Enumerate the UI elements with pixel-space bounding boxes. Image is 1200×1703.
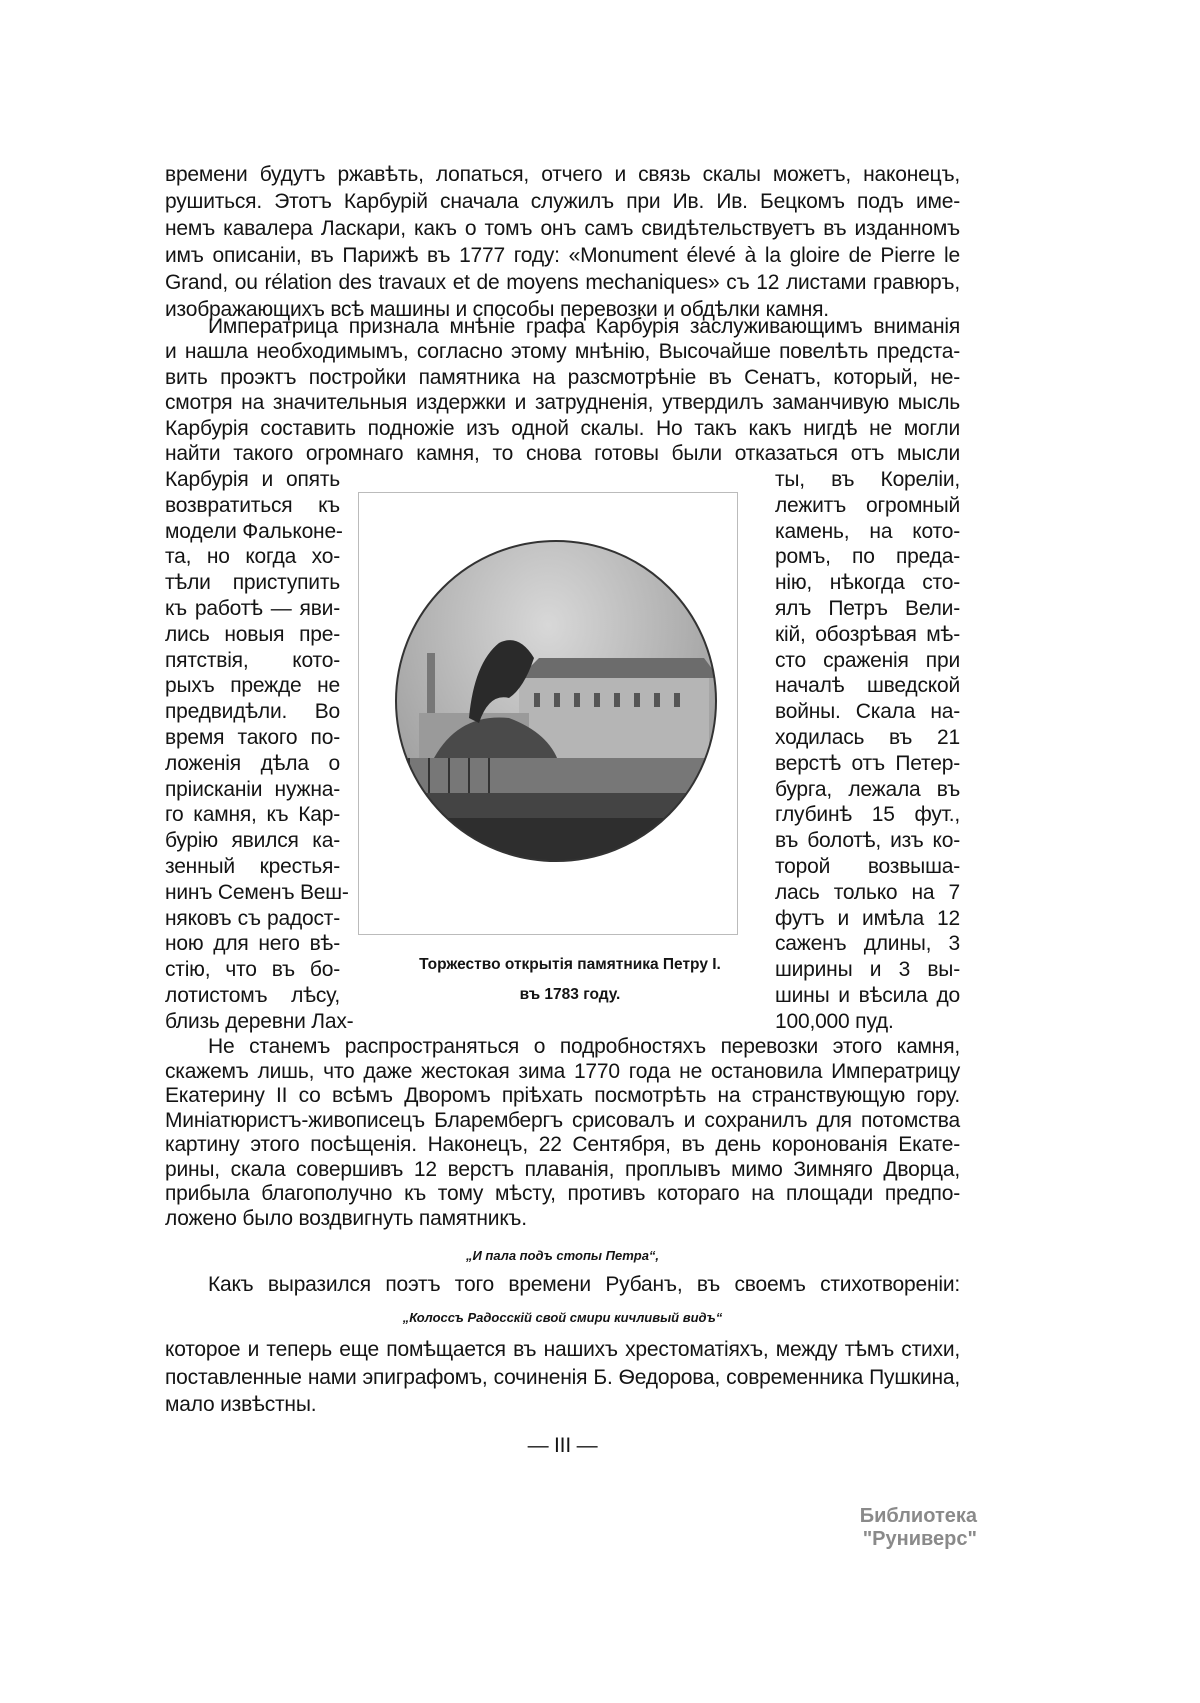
text-line: няковъ съ радост- (165, 906, 340, 930)
text-line: Grand, ou rélation des travaux et de moyens mechaniques» съ 12 листами гравюръ, (165, 271, 960, 294)
text-line: и нашла необходимымъ, согласно этому мнѣнію, Высочайше повелѣть предста- (165, 340, 960, 364)
text-line: скажемъ лишь, что даже жестокая зима 1770 года не остановила Императрицу (165, 1059, 960, 1083)
text-line: ною для него вѣ- (165, 932, 340, 956)
text-line: рушиться. Этотъ Карбурій сначала служилъ при Ив. Ив. Бецкомъ подъ име- (165, 190, 960, 213)
text-line: камень, на кото- (775, 519, 960, 543)
text-line: Не станемъ распространяться о подробностяхъ перевозки этого камня, (208, 1035, 960, 1058)
text-line: возвратиться къ (165, 493, 340, 517)
text-line: ложенія дѣла о (165, 751, 340, 775)
text-line: немъ кавалера Ласкари, какъ о томъ онъ самъ свидѣтельствуетъ въ изданномъ (165, 217, 960, 240)
figure-caption-line-1: Торжество открытія памятника Петру I. (419, 956, 721, 973)
text-line: ты, въ Кореліи, (775, 468, 960, 491)
text-line: пятствія, кото- (165, 648, 340, 672)
text-line: го камня, къ Кар- (165, 803, 340, 827)
verse-quote: „Колоссъ Радосскій свой смири кичливый видъ“ (402, 1310, 723, 1325)
text-line: та, но когда хо- (165, 545, 340, 569)
text-line: прибыла благополучно къ тому мѣсту, противъ котораго на площади предпо- (165, 1182, 960, 1205)
text-line: вить проэктъ постройки памятника на разсмотрѣніе въ Сенатъ, который, не- (165, 365, 960, 389)
text-line: Миніатюристъ-живописецъ Бларембергъ срисовалъ и сохранилъ для потомства (165, 1108, 960, 1132)
text-line: нинъ Семенъ Веш- (165, 880, 349, 904)
text-line: въ болотѣ, изъ ко- (775, 829, 960, 853)
text-line: къ работѣ — яви- (165, 597, 340, 620)
text-line: лась только на 7 (775, 880, 960, 904)
text-line: Карбурія составить подножіе изъ одной скалы. Но такъ какъ нигдѣ не могли (165, 416, 960, 440)
text-line: времени будутъ ржавѣть, лопаться, отчего и связь скалы можетъ, наконецъ, (165, 163, 960, 186)
text-line: ходилась въ 21 (775, 726, 960, 749)
text-line: Какъ выразился поэтъ того времени Рубанъ, въ своемъ стихотвореніи: (208, 1273, 960, 1296)
text-line: Карбурія и опять (165, 468, 340, 491)
text-line: картину этого посѣщенія. Наконецъ, 22 Сентября, въ день коронованія Екате- (165, 1133, 960, 1156)
text-line: Екатерину II со всѣмъ Дворомъ пріѣхать посмотрѣть на странствующую гору. (165, 1084, 960, 1107)
figure-caption-line-2: въ 1783 году. (519, 986, 621, 1003)
text-line: которое и теперь еще помѣщается въ нашихъ хрестоматіяхъ, между тѣмъ стихи, (165, 1338, 960, 1361)
text-line: ялъ Петръ Вели- (775, 597, 960, 620)
text-line: рины, скала совершивъ 12 верстъ плаванія, проплывъ мимо Зимняго Дворца, (165, 1157, 960, 1181)
text-line: рыхъ прежде не (165, 674, 340, 698)
monument-engraving-image (359, 493, 737, 934)
text-line: лотистомъ лѣсу, (165, 984, 340, 1007)
text-line: шины и вѣсила до (775, 984, 960, 1007)
text-line: зенный крестья- (165, 855, 340, 878)
text-line: модели Фальконе- (165, 519, 343, 543)
text-line: нію, нѣкогда сто- (775, 571, 960, 595)
text-line: кій, обозрѣвая мѣ- (775, 622, 960, 646)
text-line: футъ и имѣла 12 (775, 906, 960, 930)
text-line: глубинѣ 15 фут., (775, 803, 960, 827)
text-line: близь деревни Лах- (165, 1009, 354, 1033)
text-line: Императрица признала мнѣніе графа Карбурія заслуживающимъ вниманія (208, 315, 960, 338)
text-line: ложено было воздвигнуть памятникъ. (165, 1206, 527, 1230)
text-line: ромъ, по преда- (775, 545, 960, 569)
library-watermark: Библиотека "Руниверс" (859, 1505, 977, 1550)
page-number: — III — (527, 1434, 598, 1457)
text-line: время такого по- (165, 726, 340, 749)
text-line: найти такого огромнаго камня, то снова готовы были отказаться отъ мысли (165, 442, 960, 465)
text-line: ширины и 3 вы- (775, 958, 960, 982)
text-line: 100,000 пуд. (775, 1009, 894, 1033)
text-line: имъ описаніи, въ Парижѣ въ 1777 году: «Monument élevé à la gloire de Pierre le (165, 244, 960, 267)
text-line: тѣли приступить (165, 571, 340, 595)
epigraph-quote: „И пала подъ стопы Петра“, (465, 1248, 660, 1263)
text-line: торой возвыша- (775, 855, 960, 878)
text-line: верстѣ отъ Петер- (775, 751, 960, 775)
engraving-figure (358, 492, 738, 935)
text-line: поставленные нами эпиграфомъ, сочиненія Б. Ѳедорова, современника Пушкина, (165, 1365, 960, 1389)
text-line: бурію явился ка- (165, 829, 340, 853)
text-line: мало извѣстны. (165, 1393, 317, 1416)
text-line: бурга, лежала въ (775, 777, 960, 801)
text-line: смотря на значительныя издержки и затрудненія, утвердилъ заманчивую мысль (165, 391, 960, 415)
text-line: пріисканіи нужна- (165, 777, 340, 801)
text-line: войны. Скала на- (775, 700, 960, 724)
text-line: стію, что въ бо- (165, 958, 340, 982)
text-line: сто сраженія при (775, 648, 960, 672)
text-line: изображающихъ всѣ машины и способы перевозки и обдѣлки камня. (165, 298, 829, 321)
text-line: предвидѣли. Во (165, 700, 340, 724)
text-line: лежитъ огромный (775, 493, 960, 517)
text-line: лись новыя пре- (165, 622, 340, 646)
text-line: началѣ шведской (775, 674, 960, 698)
text-line: саженъ длины, 3 (775, 932, 960, 956)
